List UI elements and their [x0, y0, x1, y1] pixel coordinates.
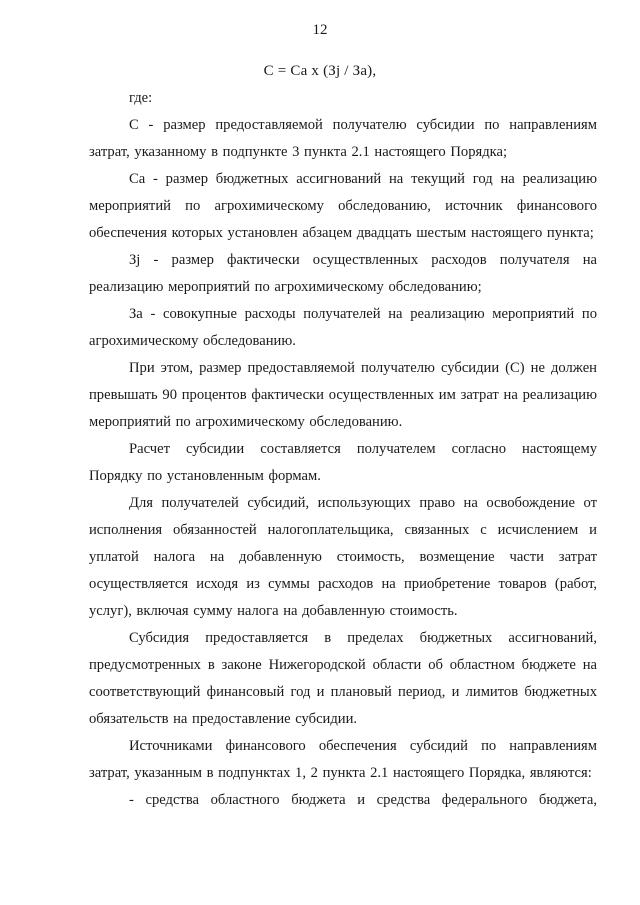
paragraph-subsidy-limit: При этом, размер предоставляемой получателю субсидии (С) не должен превышать 90 процентов фактически осуществленных им затрат на реализацию мероприятий по агрохимическому обследованию. [89, 360, 597, 430]
paragraph-funding-sources: Источниками финансового обеспечения субсидий по направлениям затрат, указанным в подпунктах 1, 2 пункта 2.1 настоящего Порядка, являются: [89, 738, 597, 781]
paragraph-za-definition: За - совокупные расходы получателей на реализацию мероприятий по агрохимическому обследованию. [89, 306, 597, 349]
subsidy-formula: С = Са х (Зj / За), [263, 63, 377, 79]
document-body [89, 85, 597, 814]
paragraph-calculation: Расчет субсидии составляется получателем согласно настоящему Порядку по установленным формам. [89, 441, 597, 484]
page-number: 12 [312, 22, 328, 38]
paragraph-zj-definition: Зj - размер фактически осуществленных расходов получателя на реализацию мероприятий по агрохимическому обследованию; [89, 252, 597, 295]
paragraph-budget-limits: Субсидия предоставляется в пределах бюджетных ассигнований, предусмотренных в законе Нижегородской области об областном бюджете на соответствующий финансовый год и плановый период, и лимитов бюджетных обязательств на предоставление субсидии. [89, 630, 597, 727]
paragraph-where: где: [129, 90, 153, 106]
paragraph-vat-exemption: Для получателей субсидий, использующих право на освобождение от исполнения обязанностей налогоплательщика, связанных с исчислением и уплатой налога на добавленную стоимость, возмещение части затрат осуществляется исходя из суммы расходов на приобретение товаров (работ, услуг), включая сумму налога на добавленную стоимость. [89, 495, 597, 619]
paragraph-c-definition: С - размер предоставляемой получателю субсидии по направлениям затрат, указанному в подпункте 3 пункта 2.1 настоящего Порядка; [89, 117, 597, 160]
paragraph-ca-definition: Са - размер бюджетных ассигнований на текущий год на реализацию мероприятий по агрохимическому обследованию, источник финансового обеспечения которых установлен абзацем двадцать шестым настоящего пункта; [89, 171, 597, 241]
paragraph-budget-funds: - средства областного бюджета и средства федерального бюджета, [129, 792, 597, 808]
